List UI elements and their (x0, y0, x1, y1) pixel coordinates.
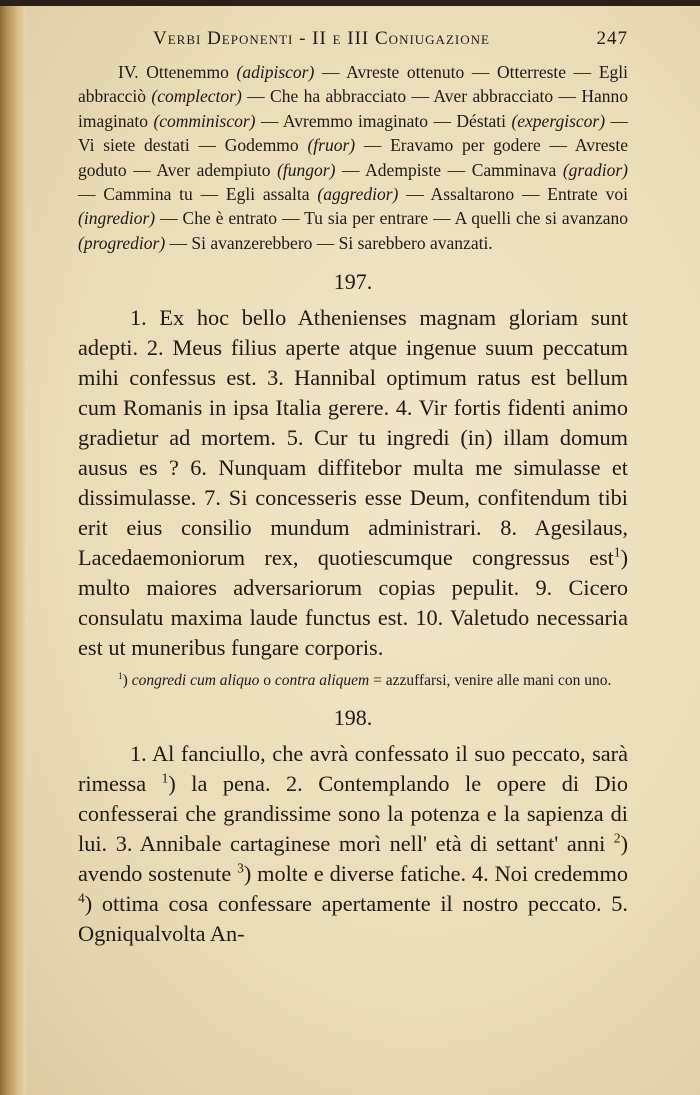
section-197-paragraph (78, 303, 628, 663)
exercise-iv (78, 60, 628, 255)
text-run: — Avreste ottenuto — Otterreste — Egli abbracciò (78, 62, 628, 107)
italic-term: contra aliquem (274, 672, 370, 690)
text-run: ) (122, 672, 132, 690)
exercise-iv-paragraph (78, 60, 628, 255)
text-run: ) multo maiores adversariorum copias pepulit. 9. Cicero consulatu maxima laude functus est. 10. Valetudo necessaria est ut muneribus fungare corporis. (78, 545, 628, 661)
text-run: — Vi siete destati — Godemmo (78, 110, 629, 156)
text-run: — Assaltarono — Entrate voi (398, 184, 628, 205)
text-run: — Che è entrato — Tu sia per entrare — A quelli che si avanzano (155, 208, 628, 229)
footnote-marker: 1 (118, 672, 123, 683)
page-top-edge (0, 0, 700, 6)
italic-term: (fruor) (307, 135, 356, 156)
text-run: — Si avanzerebbero — Si sarebbero avanzati. (165, 232, 493, 253)
section-number-198: 198. (333, 705, 373, 731)
section-198-body (78, 739, 628, 949)
text-run: ) ottima cosa confessare apertamente il nostro peccato. 5. Ogniqualvolta An- (78, 891, 628, 947)
text-run: — Avremmo imaginato — Déstati (255, 110, 512, 131)
text-run: 1. Ex hoc bello Athenienses magnam gloriam sunt adepti. 2. Meus filius aperte atque ingenue suum peccatum mihi confessus est. 3. Hannibal optimum ratus est bellum cum Romanis in ipsa Italia gerere. 4. Vir fortis fidenti animo gradietur ad mortem. 5. Cur tu ingredi (in) illam domum ausus es ? 6. Nunquam diffitebor multa me simulasse et dissimulasse. 7. Si concesseris esse Deum, confitendum tibi erit eius consilio mundum administrari. 8. Agesilaus, Lacedaemoniorum rex, quotiescumque congressus est (78, 305, 628, 571)
italic-term: (progredior) (78, 232, 166, 253)
footnote-text (78, 671, 628, 691)
text-run: — Adempiste — Camminava (335, 159, 563, 180)
italic-term: (ingredior) (78, 208, 156, 229)
text-run: ) la pena. 2. Contemplando le opere di Dio confesserai che grandissime sono la potenza e la sapienza di lui. 3. Annibale cartaginese morì nell' età di settant' anni (78, 771, 628, 857)
exercise-iv-text (78, 62, 628, 253)
text-run: Ottenemmo (138, 62, 237, 82)
header-title: Verbi Deponenti - II e III Coniugazione (153, 28, 490, 49)
section-197-footnote (78, 671, 628, 691)
footnote-marker: 4 (78, 890, 85, 906)
text-run: — Eravamo per godere — Avreste goduto — Aver adempiuto (78, 135, 628, 180)
running-header (153, 28, 628, 50)
footnote-marker: 1 (613, 544, 621, 560)
italic-term: (complector) (151, 86, 242, 107)
italic-term: (aggredior) (317, 184, 399, 205)
italic-term: congredi cum aliquo (131, 672, 260, 690)
italic-term: (gradior) (562, 159, 628, 180)
section-197-body (78, 303, 628, 663)
page-number: 247 (596, 28, 628, 49)
footnote-marker: 2 (613, 830, 621, 846)
text-run: ) avendo sostenute (78, 831, 628, 887)
section-number-197: 197. (333, 269, 373, 295)
footnote-marker: 3 (237, 860, 244, 876)
italic-term: (expergiscor) (511, 110, 606, 131)
text-run: 1. Al fanciullo, che avrà confessato il suo peccato, sarà rimessa (78, 741, 628, 797)
footnote-marker: 1 (161, 770, 169, 786)
text-run: — Che ha abbracciato — Aver abbracciato — Hanno imaginato (78, 86, 628, 131)
page-content (78, 28, 628, 949)
exercise-iv-label: IV. (118, 62, 139, 82)
book-spine (0, 0, 26, 1095)
text-run: ) molte e diverse fatiche. 4. Noi credemmo (243, 861, 628, 887)
text-run: o (259, 672, 275, 690)
section-198-paragraph (78, 739, 628, 949)
text-run: = azzuffarsi, venire alle mani con uno. (369, 672, 612, 690)
text-run: — Cammina tu — Egli assalta (78, 184, 318, 205)
italic-term: (adipiscor) (236, 62, 315, 82)
italic-term: (fungor) (277, 159, 336, 180)
italic-term: (comminiscor) (153, 110, 256, 131)
